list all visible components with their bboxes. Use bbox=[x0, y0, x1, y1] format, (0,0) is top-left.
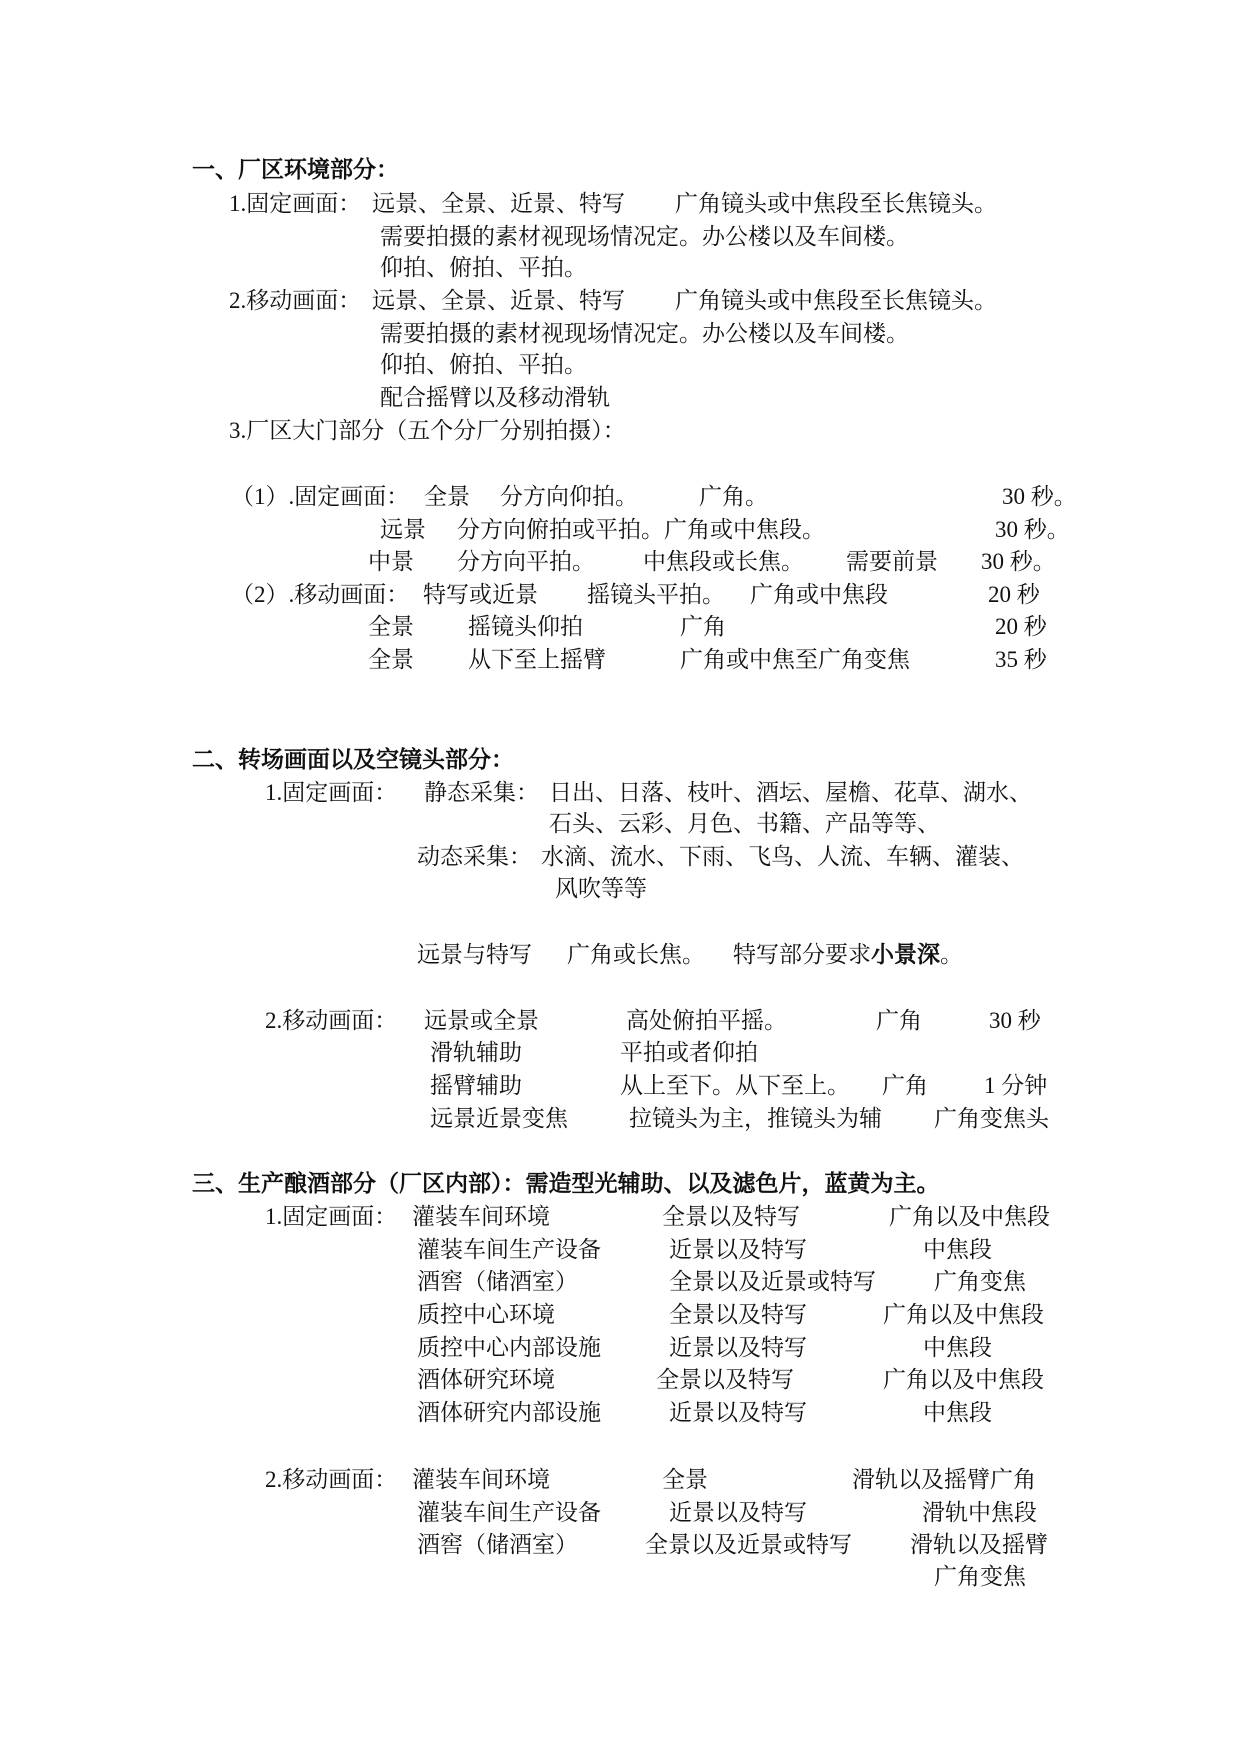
shot-type: 近景以及特写 bbox=[669, 1335, 807, 1360]
shot-type: 全景以及近景或特写 bbox=[669, 1269, 876, 1294]
note-line: 需要拍摄的素材视现场情况定。办公楼以及车间楼。 bbox=[380, 224, 909, 249]
shot-type: 近景以及特写 bbox=[669, 1500, 807, 1525]
category-label: 动态采集： bbox=[417, 844, 532, 869]
lens: 广角以及中焦段 bbox=[889, 1204, 1050, 1229]
duration: 1 分钟 bbox=[984, 1073, 1048, 1098]
lens: 广角变焦 bbox=[934, 1564, 1026, 1589]
subject-list: 日出、日落、枝叶、酒坛、屋檐、花草、湖水、 bbox=[549, 780, 1032, 805]
lens: 广角以及中焦段 bbox=[883, 1302, 1044, 1327]
shot-type: 全景以及近景或特写 bbox=[645, 1532, 852, 1557]
shot-type: 全景以及特写 bbox=[656, 1367, 794, 1392]
lens: 广角 bbox=[876, 1008, 922, 1033]
angle: 分方向俯拍或平拍。广角或中焦段。 bbox=[457, 517, 825, 542]
angle: 从下至上摇臂 bbox=[468, 647, 606, 672]
location: 酒窖（储酒室） bbox=[417, 1269, 578, 1294]
location: 酒体研究内部设施 bbox=[417, 1400, 601, 1425]
lens: 广角以及中焦段 bbox=[883, 1367, 1044, 1392]
lens: 广角或中焦至广角变焦 bbox=[680, 647, 910, 672]
equipment: 远景近景变焦 bbox=[430, 1106, 568, 1131]
angle: 分方向仰拍。 bbox=[500, 484, 638, 509]
lens: 中焦段 bbox=[923, 1237, 992, 1262]
requirement-emphasis: 小景深 bbox=[871, 942, 940, 967]
shot-type: 近景以及特写 bbox=[669, 1237, 807, 1262]
item-label: 2.移动画面： bbox=[229, 288, 362, 313]
subject-list: 石头、云彩、月色、书籍、产品等等、 bbox=[549, 811, 940, 836]
shot-type: 全景 bbox=[368, 647, 414, 672]
lens: 滑轨以及摇臂广角 bbox=[852, 1467, 1036, 1492]
location: 质控中心环境 bbox=[417, 1302, 555, 1327]
duration: 30 秒。 bbox=[1002, 484, 1077, 509]
category-label: 静态采集： bbox=[424, 780, 539, 805]
note: 需要前景 bbox=[846, 549, 938, 574]
angle: 高处俯拍平摇。 bbox=[626, 1008, 787, 1033]
lens: 滑轨以及摇臂 bbox=[910, 1532, 1048, 1557]
requirement-end: 。 bbox=[940, 942, 963, 967]
shot-type: 全景 bbox=[424, 484, 470, 509]
lens: 广角或长焦。 bbox=[567, 942, 705, 967]
note-line: 仰拍、俯拍、平拍。 bbox=[380, 255, 587, 280]
angle: 摇镜头仰拍 bbox=[468, 614, 583, 639]
lens: 中焦段或长焦。 bbox=[643, 549, 804, 574]
shot-types: 远景、全景、近景、特写 bbox=[372, 288, 625, 313]
shot-types: 远景、全景、近景、特写 bbox=[372, 191, 625, 216]
lens: 中焦段 bbox=[923, 1335, 992, 1360]
lens: 滑轨中焦段 bbox=[922, 1500, 1037, 1525]
shot-type: 特写或近景 bbox=[423, 582, 538, 607]
shot-type: 全景 bbox=[662, 1467, 708, 1492]
shot-type: 近景以及特写 bbox=[669, 1400, 807, 1425]
shot-type: 中景 bbox=[368, 549, 414, 574]
duration: 20 秒 bbox=[995, 614, 1047, 639]
angle: 平拍或者仰拍 bbox=[620, 1040, 758, 1065]
lens: 广角变焦 bbox=[934, 1269, 1026, 1294]
item-label: 1.固定画面： bbox=[265, 780, 398, 805]
section-1-heading: 一、厂区环境部分： bbox=[192, 157, 399, 182]
note-line: 仰拍、俯拍、平拍。 bbox=[380, 352, 587, 377]
location: 灌装车间环境 bbox=[412, 1204, 550, 1229]
shot-type: 远景与特写 bbox=[417, 942, 532, 967]
location: 质控中心内部设施 bbox=[417, 1335, 601, 1360]
sub-item-label: （2）.移动画面： bbox=[231, 582, 410, 607]
sub-item-label: （1）.固定画面： bbox=[231, 484, 410, 509]
duration: 30 秒 bbox=[989, 1008, 1041, 1033]
item-label: 1.固定画面： bbox=[229, 191, 362, 216]
requirement-text: 特写部分要求 bbox=[733, 942, 871, 967]
section-2-heading: 二、转场画面以及空镜头部分： bbox=[192, 747, 514, 772]
subject-list: 水滴、流水、下雨、飞鸟、人流、车辆、灌装、 bbox=[541, 844, 1024, 869]
location: 酒体研究环境 bbox=[417, 1367, 555, 1392]
duration: 20 秒 bbox=[988, 582, 1040, 607]
shot-type: 全景以及特写 bbox=[662, 1204, 800, 1229]
section-3-heading: 三、生产酿酒部分（厂区内部）：需造型光辅助、以及滤色片，蓝黄为主。 bbox=[192, 1171, 940, 1196]
note-line: 配合摇臂以及移动滑轨 bbox=[380, 385, 610, 410]
lens: 广角 bbox=[882, 1073, 928, 1098]
lens: 广角或中焦段 bbox=[750, 582, 888, 607]
location: 灌装车间生产设备 bbox=[417, 1500, 601, 1525]
location: 灌装车间生产设备 bbox=[417, 1237, 601, 1262]
note-line: 需要拍摄的素材视现场情况定。办公楼以及车间楼。 bbox=[380, 321, 909, 346]
requirement-note bbox=[733, 942, 963, 968]
shot-type: 远景或全景 bbox=[424, 1008, 539, 1033]
shot-type: 远景 bbox=[380, 517, 426, 542]
angle: 摇镜头平拍。 bbox=[587, 582, 725, 607]
duration: 30 秒。 bbox=[995, 517, 1070, 542]
shot-type: 全景以及特写 bbox=[669, 1302, 807, 1327]
lens-note: 广角镜头或中焦段至长焦镜头。 bbox=[675, 288, 997, 313]
subject-list: 风吹等等 bbox=[555, 876, 647, 901]
item-label: 2.移动画面： bbox=[265, 1008, 398, 1033]
item-label: 2.移动画面： bbox=[265, 1467, 398, 1492]
equipment: 摇臂辅助 bbox=[430, 1073, 522, 1098]
item-label: 3.厂区大门部分（五个分厂分别拍摄）： bbox=[229, 418, 626, 443]
equipment: 滑轨辅助 bbox=[430, 1040, 522, 1065]
duration: 30 秒。 bbox=[981, 549, 1056, 574]
lens-note: 广角镜头或中焦段至长焦镜头。 bbox=[675, 191, 997, 216]
item-label: 1.固定画面： bbox=[265, 1204, 398, 1229]
angle: 从上至下。从下至上。 bbox=[620, 1073, 850, 1098]
lens: 中焦段 bbox=[923, 1400, 992, 1425]
shot-type: 全景 bbox=[368, 614, 414, 639]
lens: 广角。 bbox=[699, 484, 768, 509]
angle: 分方向平拍。 bbox=[457, 549, 595, 574]
location: 酒窖（储酒室） bbox=[417, 1532, 578, 1557]
duration: 35 秒 bbox=[995, 647, 1047, 672]
angle: 拉镜头为主，推镜头为辅 bbox=[629, 1106, 882, 1131]
location: 灌装车间环境 bbox=[412, 1467, 550, 1492]
lens: 广角 bbox=[680, 614, 726, 639]
lens: 广角变焦头 bbox=[934, 1106, 1049, 1131]
